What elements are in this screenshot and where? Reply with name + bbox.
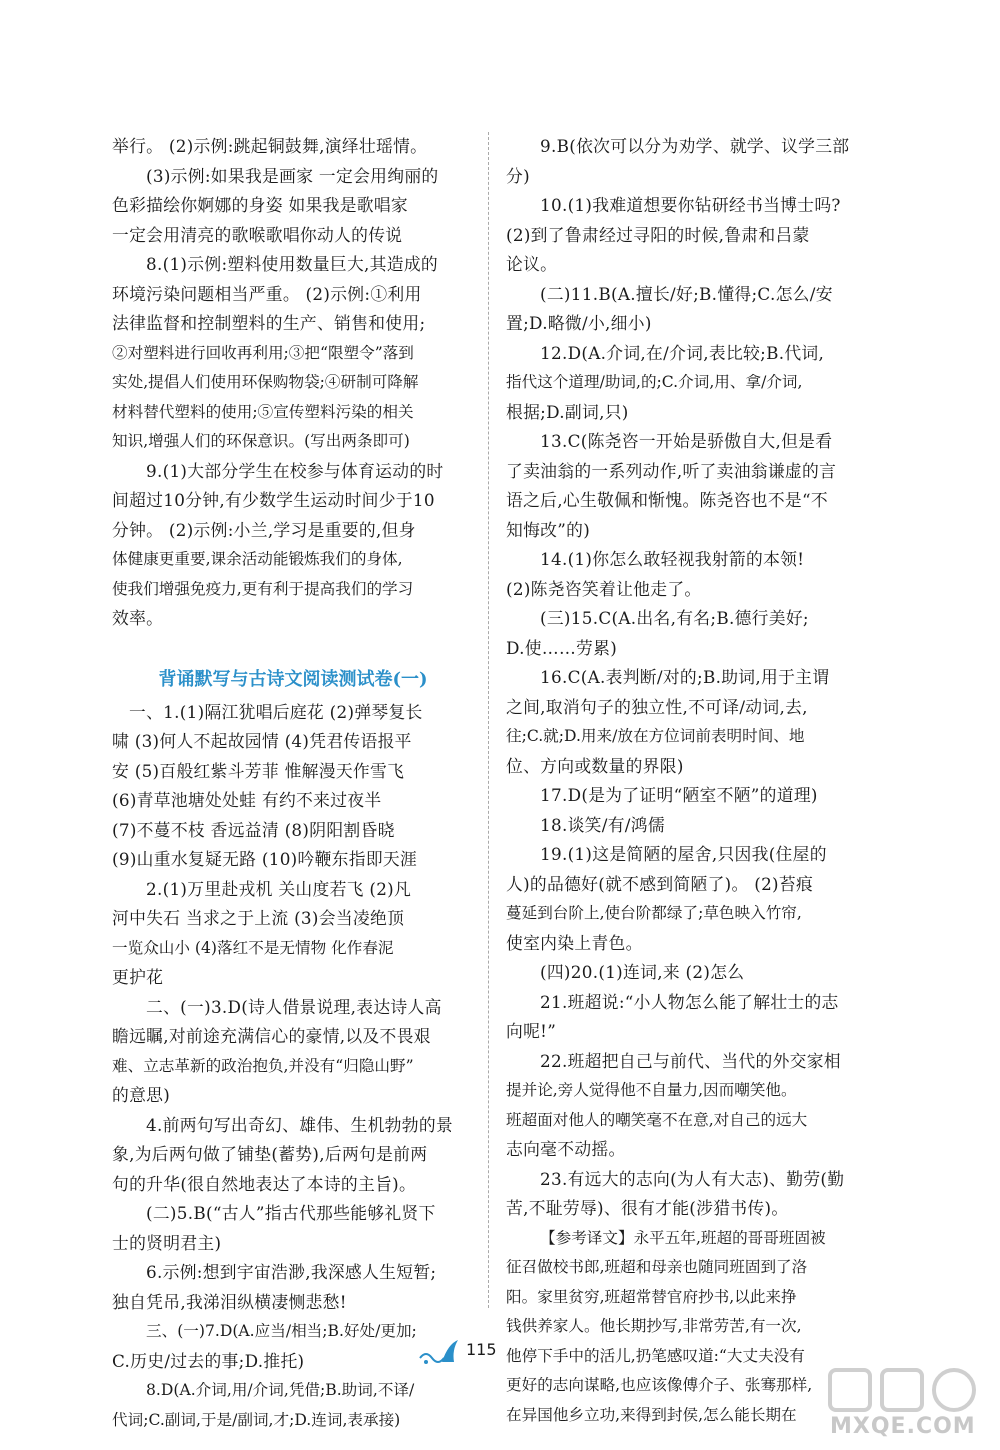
text-line: 19.(1)这是简陋的屋舍,只因我(住屋的 xyxy=(540,844,827,864)
right-column xyxy=(506,132,868,1430)
text-line: 23.有远大的志向(为人有大志)、勤劳(勤 xyxy=(540,1168,845,1189)
text-line: (2)陈尧咨笑着让他走了。 xyxy=(506,578,702,599)
text-line: 8.D(A.介词,用/介词,凭借;B.助词,不译/ xyxy=(146,1381,415,1399)
text-line: 代词;C.副词,于是/副词,才;D.连词,表承接) xyxy=(112,1410,401,1429)
watermark xyxy=(826,1364,994,1444)
text-line: 体健康更重要,课余活动能锻炼我们的身体, xyxy=(112,550,403,568)
text-line: 更好的志向谋略,也应该像傅介子、张骞那样, xyxy=(506,1376,813,1394)
text-line: 苦,不耻劳辱)、很有才能(涉猎书传)。 xyxy=(506,1198,789,1218)
text-line: 位、方向或数量的界限) xyxy=(506,755,684,776)
spacer xyxy=(112,634,474,662)
text-line: 置;D.略微/小,细小) xyxy=(506,313,652,333)
text-line: 分) xyxy=(506,165,530,186)
text-line: 指代这个道理/助词,的;C.介词,用、拿/介词, xyxy=(506,373,803,391)
text-line: 12.D(A.介词,在/介词,表比较;B.代词, xyxy=(540,342,825,363)
text-line: 一定会用清亮的歌喉歌唱你动人的传说 xyxy=(112,224,403,245)
text-line: 使室内染上青色。 xyxy=(506,932,643,953)
text-line: 向呢!” xyxy=(506,1021,557,1041)
text-line: 色彩描绘你婀娜的身姿 如果我是歌唱家 xyxy=(112,195,409,215)
text-line: 13.C(陈尧咨一开始是骄傲自大,但是看 xyxy=(540,431,833,451)
text-line: 10.(1)我难道想要你钻研经书当博士吗? xyxy=(540,195,841,215)
text-line: (三)15.C(A.出名,有名;B.德行美好; xyxy=(540,608,809,628)
text-line: 知识,增强人们的环保意识。(写出两条即可) xyxy=(112,432,410,450)
text-line: 二、(一)3.D(诗人借景说理,表达诗人高 xyxy=(146,996,442,1017)
text-line: 22.班超把自己与前代、当代的外交家相 xyxy=(540,1050,841,1071)
text-line: 17.D(是为了证明“陋室不陋”的道理) xyxy=(540,785,818,805)
text-line: 提并论,旁人觉得他不自量力,因而嘲笑他。 xyxy=(506,1081,797,1099)
text-line: (二)5.B(“古人”指古代那些能够礼贤下 xyxy=(146,1203,436,1223)
text-line: 环境污染问题相当严重。 (2)示例:①利用 xyxy=(112,283,422,304)
page-number: 115 xyxy=(466,1340,497,1359)
text-line: 的意思) xyxy=(112,1085,171,1105)
text-line: 一、1.(1)隔江犹唱后庭花 (2)弹琴复长 xyxy=(129,701,423,722)
text-line: 18.谈笑/有/鸿儒 xyxy=(540,814,665,835)
text-line: (9)山重水复疑无路 (10)吟鞭东指即天涯 xyxy=(112,849,418,869)
watermark-text: MXQE.COM xyxy=(830,1414,976,1439)
text-line: 6.示例:想到宇宙浩渺,我深感人生短暂; xyxy=(146,1262,437,1282)
text-line: 班超面对他人的嘲笑毫不在意,对自己的远大 xyxy=(506,1110,808,1129)
text-line: (二)11.B(A.擅长/好;B.懂得;C.怎么/安 xyxy=(540,283,833,304)
daan-quan-logo-icon xyxy=(826,1364,994,1420)
text-line: 14.(1)你怎么敢轻视我射箭的本领! xyxy=(540,549,805,569)
text-line: 往;C.就;D.用来/放在方位词前表明时间、地 xyxy=(506,727,805,745)
text-line: 知悔改”的) xyxy=(506,519,591,540)
text-line: 9.B(依次可以分为劝学、就学、议学三部 xyxy=(540,136,850,156)
text-line: 之间,取消句子的独立性,不可译/动词,去, xyxy=(506,696,808,717)
text-line: 效率。 xyxy=(112,608,164,628)
text-line: 句的升华(很自然地表达了本诗的主旨)。 xyxy=(112,1173,417,1194)
text-line: D.使……劳累) xyxy=(506,637,618,658)
left-column xyxy=(112,132,474,1435)
text-line: 了卖油翁的一系列动作,听了卖油翁谦虚的言 xyxy=(506,460,837,481)
text-line: 【参考译文】永平五年,班超的哥哥班固被 xyxy=(540,1228,826,1247)
text-line: 钱供养家人。他长期抄写,非常劳苦,有一次, xyxy=(506,1317,802,1335)
text-line: 阳。家里贫穷,班超常替官府抄书,以此来挣 xyxy=(506,1287,797,1306)
column-divider xyxy=(488,132,489,1308)
section-title: 背诵默写与古诗文阅读测试卷(一) xyxy=(158,668,428,690)
text-line: 征召做校书郎,班超和母亲也随同班固到了洛 xyxy=(506,1258,808,1276)
text-line: 人)的品德好(就不感到简陋了)。 (2)苔痕 xyxy=(506,873,814,894)
text-line: C.历史/过去的事;D.推托) xyxy=(112,1350,305,1371)
text-line: 他停下手中的活儿,扔笔感叹道:“大丈夫没有 xyxy=(506,1346,805,1365)
text-line: 更护花 xyxy=(112,967,164,987)
text-line: (2)到了鲁肃经过寻阳的时候,鲁肃和吕蒙 xyxy=(506,224,810,245)
text-line: 在异国他乡立功,来得到封侯,怎么能长期在 xyxy=(506,1405,797,1424)
text-line: 论议。 xyxy=(506,254,558,274)
text-line: 分钟。 (2)示例:小兰,学习是重要的,但身 xyxy=(112,519,416,540)
text-line: 法律监督和控制塑料的生产、销售和使用; xyxy=(112,313,426,333)
text-line: 举行。 (2)示例:跳起铜鼓舞,演绎壮瑶情。 xyxy=(112,136,428,156)
text-line: 志向毫不动摇。 xyxy=(506,1139,626,1159)
text-line: 啸 (3)何人不起故园情 (4)凭君传语报平 xyxy=(112,731,412,751)
text-line: 士的贤明君主) xyxy=(112,1232,222,1253)
text-line: 实处,提倡人们使用环保购物袋;④研制可降解 xyxy=(112,373,419,391)
text-line: 间超过10分钟,有少数学生运动时间少于10 xyxy=(112,490,435,510)
text-line: (6)青草池塘处处蛙 有约不来过夜半 xyxy=(112,790,382,810)
text-line: 16.C(A.表判断/对的;B.助词,用于主谓 xyxy=(540,667,830,687)
text-line: 蔓延到台阶上,使台阶都绿了;草色映入竹帘, xyxy=(506,904,802,922)
text-line: 21.班超说:“小人物怎么能了解壮士的志 xyxy=(540,991,839,1012)
text-line: 2.(1)万里赴戎机 关山度若飞 (2)凡 xyxy=(146,878,412,899)
text-line: 难、立志革新的政治抱负,并没有“归隐山野” xyxy=(112,1056,414,1075)
text-line: (7)不蔓不枝 香远益清 (8)阴阳割昏晓 xyxy=(112,819,395,840)
text-line: 瞻远瞩,对前途充满信心的豪情,以及不畏艰 xyxy=(112,1026,431,1046)
text-line: 根据;D.副词,只) xyxy=(506,401,629,422)
text-line: 语之后,心生敬佩和惭愧。陈尧咨也不是“不 xyxy=(506,490,828,510)
text-line: 象,为后两句做了铺垫(蓄势),后两句是前两 xyxy=(112,1144,428,1164)
text-line: 一览众山小 (4)落红不是无情物 化作春泥 xyxy=(112,938,394,957)
text-line: (四)20.(1)连词,来 (2)怎么 xyxy=(540,962,745,982)
text-line: 三、(一)7.D(A.应当/相当;B.好处/更加; xyxy=(146,1322,417,1340)
text-line: 材料替代塑料的使用;⑤宣传塑料污染的相关 xyxy=(112,402,414,421)
text-line: 4.前两句写出奇幻、雄伟、生机勃勃的景 xyxy=(146,1114,453,1135)
text-line: 安 (5)百般红紫斗芳菲 惟解漫天作雪飞 xyxy=(112,760,405,781)
text-line: (3)示例:如果我是画家 一定会用绚丽的 xyxy=(146,165,439,186)
text-line: 河中失石 当求之于上流 (3)会当凌绝顶 xyxy=(112,908,405,928)
text-line: 8.(1)示例:塑料使用数量巨大,其造成的 xyxy=(146,254,439,274)
wave-ornament-icon xyxy=(418,1336,462,1370)
text-line: ②对塑料进行回收再利用;③把“限塑令”落到 xyxy=(112,343,414,362)
text-line: 独自凭吊,我涕泪纵横凄恻悲愁! xyxy=(112,1291,347,1312)
text-line: 使我们增强免疫力,更有利于提高我们的学习 xyxy=(112,579,414,598)
text-line: 9.(1)大部分学生在校参与体育运动的时 xyxy=(146,460,444,481)
